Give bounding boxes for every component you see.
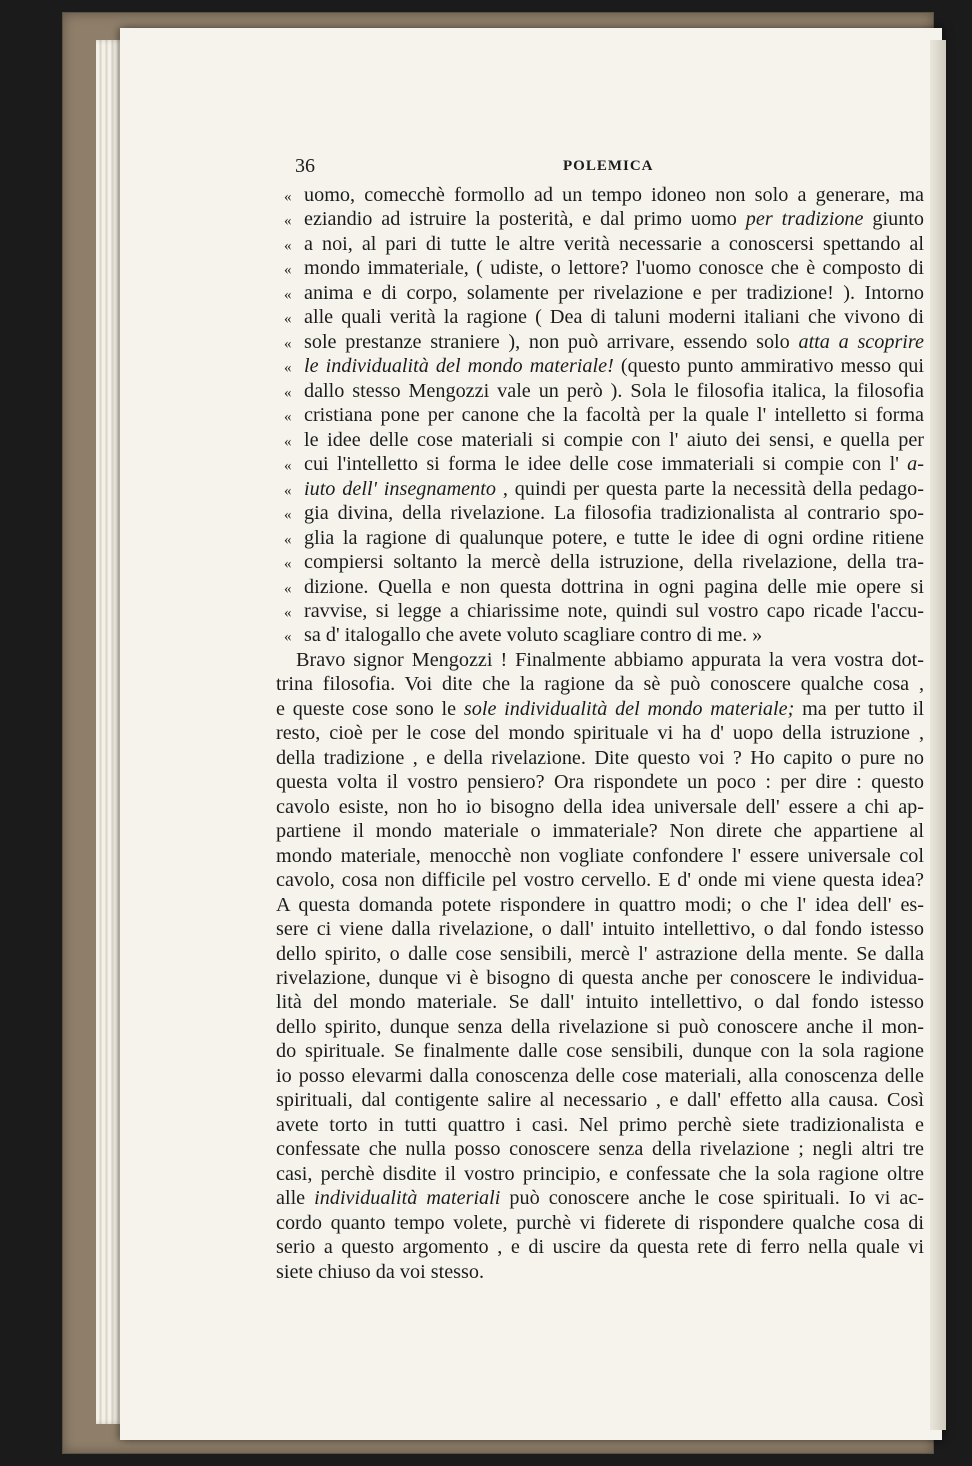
italic-text: iuto dell' insegnamento [304,477,496,500]
quote-mark: « [284,335,292,352]
quote-mark: « [284,384,292,401]
quote-mark: « [284,311,292,328]
quote-mark: « [284,189,292,205]
quote-mark: « [284,360,292,377]
text-segment: resto, cioè per le cose del mondo spirituale vi ha d' uopo della istruzione , [276,722,924,745]
text-segment: uomo, comecchè formollo ad un tempo idoneo non solo a generare, ma [304,184,924,206]
quote-mark: « [284,507,292,524]
page-right-edge [930,40,946,1430]
text-line [276,452,924,476]
text-segment: sere ci viene dalla rivelazione, o dall' intuito intellettivo, o dal fondo istesso [276,918,924,941]
text-segment: io posso elevarmi dalla conoscenza delle cose materiali, alla conoscenza delle [276,1064,924,1087]
text-segment: mondo immateriale, ( udiste, o lettore? l'uomo conosce che è composto di [304,257,924,280]
text-line [276,1162,924,1186]
text-segment: do spirituale. Se finalmente dalle cose sensibili, dunque con la sola ragione [276,1040,924,1063]
text-line [276,721,924,745]
text-line [276,305,924,329]
text-segment: e queste cose sono le [276,697,464,720]
text-line [276,966,924,990]
text-segment: alle [276,1187,315,1210]
text-line [276,1088,924,1112]
text-segment: cordo quanto tempo volete, purchè vi fiderete di rispondere qualche cosa di [276,1211,924,1234]
text-line [276,844,924,868]
text-segment: dizione. Quella e non questa dottrina in ogni pagina delle mie opere si [304,575,924,598]
body-text [276,183,924,1284]
text-segment: gia divina, della rivelazione. La filosofia tradizionalista al contrario spo- [304,502,924,525]
text-line [276,672,924,696]
text-segment: siete chiuso da voi stesso. [276,1260,485,1283]
text-line [276,207,924,231]
quote-mark: « [284,237,292,254]
text-segment: rivelazione, dunque vi è bisogno di questa anche per conoscere le individua- [276,967,924,989]
text-segment: Bravo signor Mengozzi ! Finalmente abbiamo appurata la vera vostra dot- [296,648,924,671]
text-line [276,428,924,452]
text-line [276,281,924,305]
quote-mark: « [284,604,292,621]
text-line [276,232,924,256]
text-segment: trina filosofia. Voi dite che la ragione da sè può conoscere qualche cosa , [276,673,924,696]
text-line [276,795,924,819]
text-segment: avete torto in tutti quattro i casi. Nel primo perchè siete tradizionalista e [276,1113,924,1136]
text-line [276,1260,924,1284]
text-line [276,379,924,403]
text-line [276,256,924,280]
text-segment: , quindi per questa parte la necessità della pedago- [495,477,924,500]
text-segment: cui l'intelletto si forma le idee delle cose immateriali si compie con l' [304,453,908,476]
text-line [276,1235,924,1259]
text-line [276,648,924,672]
text-segment: cristiana pone per canone che la facoltà per la quale l' intelletto si forma [304,404,924,427]
quote-mark: « [284,213,292,230]
text-segment: cavolo esiste, non ho io bisogno della idea universale dell' essere a chi ap- [276,795,924,818]
text-segment: dallo stesso Mengozzi vale un però ). Sola le filosofia italica, la filosofia [304,379,924,402]
text-segment: lità del mondo materiale. Se dall' intuito intellettivo, o dal fondo istesso [276,991,924,1014]
text-segment: giunto [863,208,924,231]
text-segment: A questa domanda potete rispondere in quattro modi; o che l' idea dell' es- [276,893,924,916]
text-line [276,330,924,354]
quote-mark: « [284,556,292,573]
text-segment: a noi, al pari di tutte le altre verità necessarie a conoscersi spettando al [304,232,924,255]
text-segment: glia la ragione di qualunque potere, e tutte le idee di ogni ordine ritiene [304,526,924,549]
italic-text: le individualità del mondo materiale! [304,355,614,378]
text-segment: alle quali verità la ragione ( Dea di taluni moderni italiani che vivono di [304,306,924,329]
italic-text: per tradizione [745,208,864,231]
text-line [276,942,924,966]
text-segment: può conoscere anche le cose spirituali. Io vi ac- [500,1187,924,1210]
italic-text: atta a scoprire [798,330,924,353]
text-segment: cavolo, cosa non difficile pel vostro cervello. E d' onde mi viene questa idea? [276,869,924,892]
text-segment: spirituali, dal contigente salire al necessario , e dall' effetto alla causa. Così [276,1089,924,1112]
text-segment: dello spirito, o dalle cose sensibili, mercè l' astrazione della mente. Se dalla [276,942,924,965]
quote-mark: « [284,458,292,475]
text-segment: ravvise, si legge a chiarissime note, quindi sul vostro capo ricade l'accu- [304,599,924,622]
text-line [276,550,924,574]
text-segment: eziandio ad istruire la posterità, e dal primo uomo [304,208,746,231]
text-segment: anima e di corpo, solamente per rivelazione e per tradizione! ). Intorno [304,281,924,304]
text-line [276,1039,924,1063]
text-line [276,990,924,1014]
text-line [276,697,924,721]
text-segment: questa volta il vostro pensiero? Ora rispondete un poco : per dire : questo [276,771,924,794]
text-segment: casi, perchè disdite il vostro principio, e confessate che la sola ragione oltre [276,1162,924,1185]
quote-mark: « [284,433,292,450]
italic-text: individualità materiali [314,1187,501,1210]
text-line [276,526,924,550]
quote-mark: « [284,580,292,597]
text-line [276,819,924,843]
text-line [276,868,924,892]
text-line [276,1137,924,1161]
quote-mark: « [284,286,292,303]
text-line [276,477,924,501]
text-segment: le idee delle cose materiali si compie con l' aiuto dei sensi, e quella per [304,428,924,451]
quote-mark: « [284,629,292,646]
text-line [276,575,924,599]
text-line [276,501,924,525]
quote-mark: « [284,482,292,499]
text-segment: partiene il mondo materiale o immateriale? Non direte che appartiene al [276,820,924,843]
text-line [276,917,924,941]
text-line [276,599,924,623]
text-line [276,354,924,378]
page-header [295,155,935,181]
text-segment: sole prestanze straniere ), non può arrivare, essendo solo [304,330,799,353]
text-line [276,1064,924,1088]
text-segment: compiersi soltanto la mercè della istruzione, della rivelazione, della tra- [304,551,924,574]
quote-mark: « [284,262,292,279]
text-line [276,623,924,647]
text-line [276,770,924,794]
text-line [276,746,924,770]
italic-text: a- [907,453,924,476]
text-line [276,183,924,207]
text-segment: serio a questo argomento , e di uscire da questa rete di ferro nella quale vi [276,1236,924,1259]
text-line [276,1113,924,1137]
quote-mark: « [284,409,292,426]
text-line [276,1015,924,1039]
text-segment: confessate che nulla posso conoscere senza della rivelazione ; negli altri tre [276,1138,924,1161]
text-line [276,1211,924,1235]
text-line [276,893,924,917]
quote-mark: « [284,531,292,548]
text-segment: dello spirito, dunque senza della rivelazione si può conoscere anche il mon- [276,1015,924,1038]
text-segment: (questo punto ammirativo messo qui [613,355,924,378]
text-segment: mondo materiale, menocchè non vogliate confondere l' essere universale col [276,844,924,867]
running-title: POLEMICA [563,158,654,174]
text-segment: ma per tutto il [794,697,924,720]
text-segment: della tradizione , e della rivelazione. Dite questo voi ? Ho capito o pure no [276,746,924,769]
italic-text: sole individualità del mondo materiale; [463,697,795,720]
page-number: 36 [295,155,315,177]
text-line [276,1186,924,1210]
text-segment: sa d' italogallo che avete voluto scagliare contro di me. » [304,624,763,647]
text-line [276,403,924,427]
